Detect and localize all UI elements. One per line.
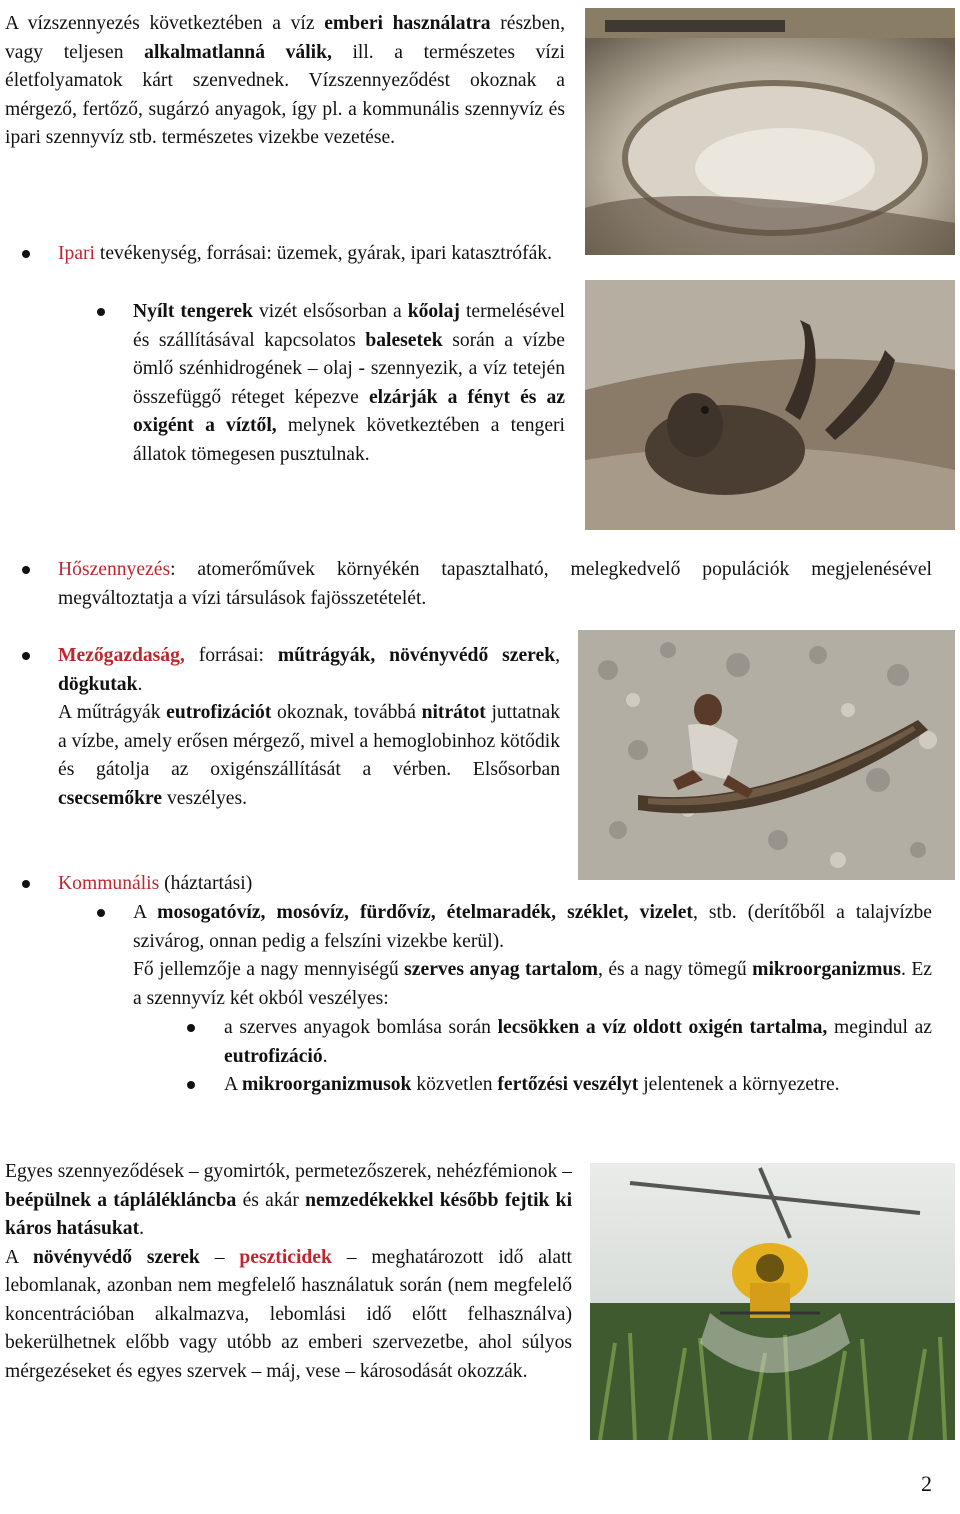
- danger-item-bold: mikroorganizmusok: [241, 1074, 412, 1095]
- bullet-dot: [22, 566, 30, 574]
- communal-para-bold: szerves anyag tartalom: [404, 959, 598, 980]
- pesticides-bold: beépülnek a táplálékláncba: [5, 1189, 237, 1211]
- open-seas-text: vizét elsősorban a: [252, 301, 408, 322]
- pesticides-text: A: [5, 1246, 33, 1268]
- oil-covered-bird-photo: [585, 280, 955, 530]
- communal-sub-item: [97, 899, 932, 1013]
- thermal-pollution-bullet: [22, 556, 932, 613]
- open-seas-text: során a vízbe ömlő szénhidrogének – olaj - szennyezik, a víz tetején összefüggő réteget képezve: [133, 329, 566, 408]
- pesticides-text: – meghatározott idő alatt lebomlanak, azonban nem megfelelő használatuk során (nem megfelelő koncentrációban alkalmazva, lebomlási idő előtt felhasználva) bekerülhetnek előbb vagy utóbb az emberi szervezetbe, ahol súlyos mérgezéseket és egyes szervek – máj, vese – károsodását okozzák.: [5, 1246, 572, 1382]
- danger-item-text: jelentenek a környezetre.: [638, 1074, 840, 1095]
- danger-item-text: a szerves anyagok bomlása során: [224, 1017, 498, 1038]
- fertilizer-text: okoznak, továbbá: [271, 702, 422, 723]
- agriculture-text: .: [137, 673, 143, 695]
- industrial-label: Ipari: [58, 243, 95, 264]
- danger-item-bold: eutrofizáció: [224, 1045, 323, 1067]
- danger-item-bold: lecsökken a víz oldott oxigén tartalma,: [497, 1017, 828, 1038]
- agriculture-bold: műtrágyák, növényvédő szerek: [277, 645, 556, 666]
- communal-item-bold: mosogatóvíz, mosóvíz, fürdővíz, ételmaradék, széklet, vizelet: [157, 902, 693, 923]
- open-seas-bullet: [97, 298, 565, 469]
- pesticides-section: [5, 1158, 572, 1386]
- fertilizer-bold: eutrofizációt: [166, 702, 272, 723]
- fertilizer-text: juttatnak a vízbe, amely erősen mérgező, mivel a hemoglobinhoz kötődik és gátolja az oxigénszállítását a vérben. Elsősorban: [58, 702, 560, 780]
- intro-text: ill. a természetes vízi életfolyamatok kárt szenvednek. Vízszennyeződést okoznak a mérgező, fertőző, sugárzó anyagok, így pl. a kommunális szennyvíz és ipari szennyvíz stb. természetes vizekbe vezetése.: [5, 41, 565, 148]
- pesticides-text: és akár: [236, 1189, 306, 1211]
- communal-para-text: , és a nagy tömegű: [597, 959, 753, 980]
- danger-item-text: megindul az: [827, 1017, 933, 1038]
- agriculture-text: ,: [555, 645, 560, 666]
- danger-item-bold: fertőzési veszélyt: [497, 1074, 639, 1095]
- fertilizer-text: veszélyes.: [162, 787, 247, 809]
- agriculture-bold: dögkutak: [58, 673, 138, 695]
- open-seas-bold: Nyílt tengerek: [133, 301, 253, 322]
- frozen-polluted-water-photo: [585, 8, 955, 255]
- agriculture-label: Mezőgazdaság,: [58, 645, 185, 666]
- bullet-dot: [22, 250, 30, 258]
- bullet-dot: [22, 652, 30, 660]
- bullet-dot: [97, 909, 105, 917]
- danger-item-text: A: [224, 1074, 242, 1095]
- danger-item-text: közvetlen: [411, 1074, 498, 1095]
- page-number: 2: [921, 1471, 932, 1496]
- communal-label: Kommunális: [58, 873, 160, 894]
- bullet-dot: [97, 308, 105, 316]
- pesticides-bold: nemzedékekkel később fejtik ki káros hatásukat: [5, 1189, 573, 1239]
- danger-item-text: .: [322, 1045, 328, 1067]
- open-seas-bold: balesetek: [365, 329, 443, 351]
- fertilizer-bold: csecsemőkre: [58, 787, 163, 809]
- pesticides-bold: növényvédő szerek: [32, 1246, 200, 1268]
- garbage-river-boat-photo: [578, 630, 955, 880]
- bullet-dot: [22, 880, 30, 888]
- industrial-text: tevékenység, forrásai: üzemek, gyárak, ipari katasztrófák.: [95, 243, 552, 264]
- open-seas-text: melynek következtében a tengeri állatok tömegesen pusztulnak.: [133, 415, 566, 465]
- communal-para-text: . Ez a szennyvíz két okból veszélyes:: [133, 959, 932, 1009]
- intro-bold-1: emberi használatra: [324, 13, 491, 34]
- communal-item-text: , stb. (derítőből a talajvízbe szivárog, onnan pedig a felszíni vizekbe kerül).: [133, 902, 933, 952]
- intro-text: részben, vagy teljesen: [5, 13, 565, 63]
- fertilizer-bold: nitrátot: [421, 702, 486, 723]
- communal-para-text: Fő jellemzője a nagy mennyiségű: [133, 959, 405, 980]
- pesticides-label: peszticidek: [239, 1246, 332, 1268]
- industrial-bullet: [22, 240, 567, 269]
- thermal-text: : atomerőművek környékén tapasztalható, melegkedvelő populációk megjelenésével megváltoztatja a vízi társulások fajösszetételét.: [58, 559, 932, 609]
- intro-bold-2: alkalmatlanná válik,: [144, 41, 332, 63]
- intro-paragraph: [5, 10, 565, 153]
- bullet-dot: [187, 1024, 195, 1032]
- communal-text: (háztartási): [159, 873, 253, 894]
- open-seas-text: termelésével és szállításával kapcsolatos: [133, 301, 565, 351]
- pesticides-text: .: [139, 1218, 145, 1239]
- agriculture-text: forrásai:: [184, 645, 278, 666]
- bullet-dot: [187, 1081, 195, 1089]
- thermal-label: Hőszennyezés: [58, 559, 171, 580]
- pesticides-text: Egyes szennyeződések – gyomirtók, permetezőszerek, nehézfémionok –: [5, 1161, 572, 1182]
- communal-bullet: [22, 870, 932, 899]
- open-seas-highlight: elzárják a fényt és az oxigént a víztől,: [133, 386, 566, 436]
- intro-text: A vízszennyezés következtében a víz: [5, 13, 325, 34]
- fertilizer-text: A műtrágyák: [58, 702, 167, 723]
- pesticides-text: –: [199, 1246, 240, 1268]
- helicopter-spraying-photo: [590, 1163, 955, 1440]
- communal-para-bold: mikroorganizmus: [752, 959, 901, 980]
- communal-item-text: A: [133, 902, 158, 923]
- communal-danger-list: [187, 1014, 932, 1100]
- agriculture-bullet: [22, 642, 560, 813]
- open-seas-bold: kőolaj: [407, 301, 460, 322]
